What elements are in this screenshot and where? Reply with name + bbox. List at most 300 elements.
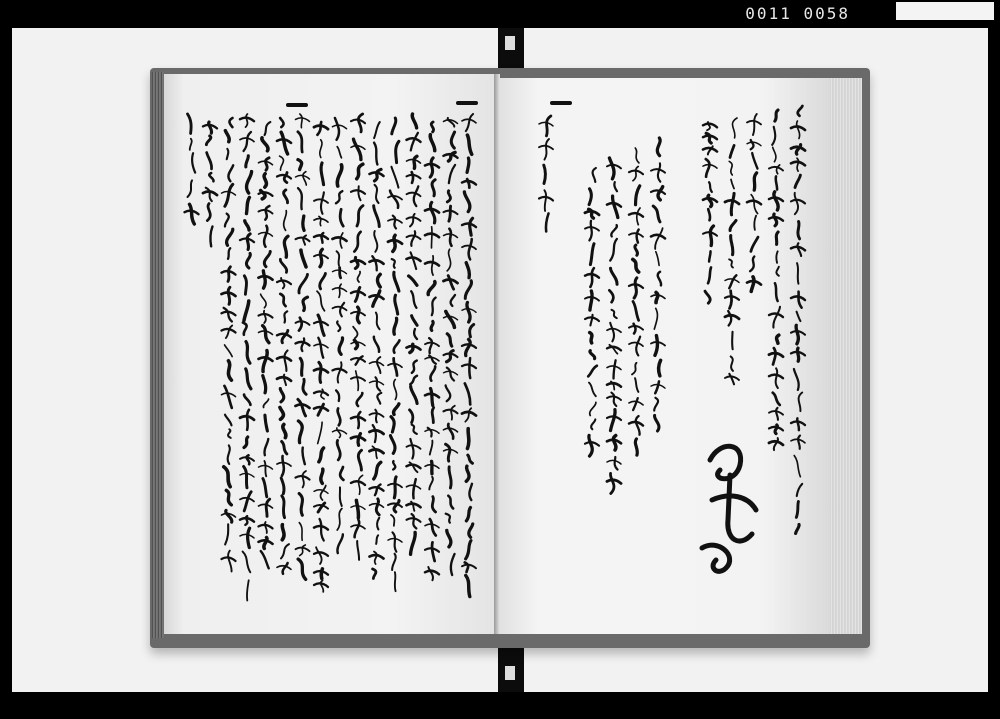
handwritten-column xyxy=(607,158,621,493)
brush-stroke xyxy=(451,132,454,148)
brush-stroke xyxy=(246,342,250,364)
brush-stroke xyxy=(752,153,757,169)
brush-stroke xyxy=(299,523,302,541)
brush-stroke xyxy=(448,496,453,509)
brush-stroke xyxy=(776,368,778,388)
brush-stroke xyxy=(797,348,798,361)
brush-stroke xyxy=(299,318,302,331)
brush-stroke xyxy=(376,535,378,544)
brush-stroke xyxy=(374,337,379,352)
brush-stroke xyxy=(610,323,614,342)
brush-stroke xyxy=(633,259,639,272)
brush-stroke xyxy=(394,272,399,291)
brush-stroke xyxy=(284,211,287,231)
brush-stroke xyxy=(320,249,322,266)
brush-stroke xyxy=(796,524,800,533)
brush-stroke xyxy=(298,399,306,416)
brush-stroke xyxy=(634,278,637,298)
brush-stroke xyxy=(303,216,304,230)
brush-stroke xyxy=(469,358,470,378)
brush-stroke xyxy=(303,297,308,310)
brush-stroke xyxy=(357,206,363,226)
brush-stroke xyxy=(375,377,380,391)
brush-stroke xyxy=(451,554,455,575)
brush-stroke xyxy=(298,188,302,209)
brush-stroke xyxy=(730,291,732,309)
brush-stroke xyxy=(449,206,451,221)
item-marker xyxy=(456,101,478,105)
book-spine xyxy=(494,74,500,634)
brush-stroke xyxy=(244,492,251,511)
brush-stroke xyxy=(411,252,417,269)
brush-stroke xyxy=(210,227,212,247)
brush-stroke xyxy=(391,417,394,432)
brush-stroke xyxy=(264,439,268,455)
brush-stroke xyxy=(731,179,734,188)
brush-stroke xyxy=(708,268,711,284)
brush-stroke xyxy=(751,140,754,149)
brush-stroke xyxy=(374,206,380,227)
brush-stroke xyxy=(298,559,306,579)
brush-stroke xyxy=(656,292,658,302)
brush-stroke xyxy=(654,398,658,411)
brush-stroke xyxy=(243,552,251,573)
brush-stroke xyxy=(244,395,250,405)
brush-stroke xyxy=(709,182,712,192)
brush-stroke xyxy=(447,368,454,381)
brush-stroke xyxy=(590,333,592,343)
brush-stroke xyxy=(206,136,210,145)
brush-stroke xyxy=(412,425,417,434)
brush-stroke xyxy=(320,519,324,541)
brush-stroke xyxy=(228,445,230,464)
brush-stroke xyxy=(636,337,640,356)
brush-stroke xyxy=(635,245,638,255)
brush-stroke xyxy=(728,311,731,325)
brush-stroke xyxy=(449,165,455,183)
brush-stroke xyxy=(637,208,640,225)
brush-stroke xyxy=(303,379,306,394)
brush-stroke xyxy=(412,114,416,128)
brush-stroke xyxy=(731,356,733,370)
brush-stroke xyxy=(546,116,550,136)
brush-stroke xyxy=(393,235,395,251)
brush-stroke xyxy=(228,361,231,380)
brush-stroke xyxy=(732,332,733,349)
brush-stroke xyxy=(589,221,591,241)
brush-stroke xyxy=(337,251,340,265)
brush-stroke xyxy=(394,477,396,498)
brush-stroke xyxy=(340,303,344,317)
brush-stroke xyxy=(590,402,596,415)
brush-stroke xyxy=(358,186,360,200)
brush-stroke xyxy=(409,276,417,285)
brush-stroke xyxy=(797,243,801,256)
handwritten-column xyxy=(259,122,273,568)
brush-stroke xyxy=(373,291,380,307)
brush-stroke xyxy=(446,514,450,523)
page-edges-right xyxy=(830,78,862,634)
brush-stroke xyxy=(265,122,271,135)
brush-stroke xyxy=(374,143,377,165)
brush-stroke xyxy=(355,520,360,538)
brush-stroke xyxy=(393,461,395,469)
brush-stroke xyxy=(447,530,451,546)
brush-stroke xyxy=(284,236,288,257)
brush-stroke xyxy=(447,191,450,202)
brush-stroke xyxy=(730,220,736,230)
brush-stroke xyxy=(356,500,358,517)
brush-stroke xyxy=(393,216,396,229)
brush-stroke xyxy=(337,534,342,553)
brush-stroke xyxy=(468,455,473,463)
brush-stroke xyxy=(337,440,340,460)
brush-stroke xyxy=(751,237,758,251)
brush-stroke xyxy=(655,415,659,431)
brush-stroke xyxy=(432,180,435,196)
brush-stroke xyxy=(280,407,284,419)
handwritten-column xyxy=(296,114,310,579)
brush-stroke xyxy=(298,421,302,443)
brush-stroke xyxy=(395,572,396,591)
brush-stroke xyxy=(710,226,713,245)
brush-stroke xyxy=(655,228,662,249)
brush-stroke xyxy=(611,410,616,431)
brush-stroke xyxy=(589,435,592,456)
brush-stroke xyxy=(469,524,473,537)
brush-stroke xyxy=(410,410,413,423)
brush-stroke xyxy=(225,184,233,206)
brush-stroke xyxy=(244,132,251,151)
brush-stroke xyxy=(374,462,381,479)
brush-stroke xyxy=(318,315,324,335)
brush-stroke xyxy=(636,186,640,205)
brush-stroke xyxy=(447,351,454,362)
brush-stroke xyxy=(244,301,249,320)
brush-stroke xyxy=(428,567,433,580)
brush-stroke xyxy=(432,298,436,316)
brush-stroke xyxy=(282,441,287,453)
brush-stroke xyxy=(593,168,596,182)
brush-stroke xyxy=(395,295,398,314)
brush-stroke xyxy=(773,147,776,161)
brush-stroke xyxy=(263,399,268,407)
brush-stroke xyxy=(753,114,757,135)
brush-stroke xyxy=(467,158,469,172)
brush-stroke xyxy=(799,393,803,412)
brush-stroke xyxy=(394,358,397,375)
brush-stroke xyxy=(589,383,596,397)
brush-stroke xyxy=(244,437,248,448)
brush-stroke xyxy=(430,519,436,535)
brush-stroke xyxy=(319,448,324,462)
brush-stroke xyxy=(264,226,267,247)
brush-stroke xyxy=(430,135,435,151)
brush-stroke xyxy=(358,412,360,428)
brush-stroke xyxy=(377,357,381,373)
brush-stroke xyxy=(261,551,269,568)
brush-stroke xyxy=(776,251,777,262)
brush-stroke xyxy=(357,541,359,560)
brush-stroke xyxy=(658,187,663,200)
brush-stroke xyxy=(244,466,247,487)
brush-stroke xyxy=(611,393,616,406)
brush-stroke xyxy=(280,118,283,127)
brush-stroke xyxy=(613,196,618,217)
item-marker xyxy=(286,103,308,107)
brush-stroke xyxy=(228,248,230,259)
brush-stroke xyxy=(283,563,288,574)
brush-stroke xyxy=(590,291,592,310)
brush-stroke xyxy=(394,500,399,512)
handwritten-column xyxy=(425,122,439,580)
brush-stroke xyxy=(775,110,778,121)
handwritten-column xyxy=(629,148,643,455)
brush-stroke xyxy=(414,156,417,168)
brush-stroke xyxy=(447,334,452,346)
brush-stroke xyxy=(228,551,231,572)
brush-stroke xyxy=(772,127,775,145)
handwritten-column xyxy=(277,118,291,574)
brush-stroke xyxy=(797,263,798,284)
brush-stroke xyxy=(465,281,471,299)
brush-stroke xyxy=(321,163,324,185)
brush-stroke xyxy=(248,528,250,547)
brush-stroke xyxy=(354,232,360,252)
brush-stroke xyxy=(263,376,266,393)
brush-stroke xyxy=(465,383,470,404)
brush-stroke xyxy=(247,172,252,193)
brush-stroke xyxy=(412,361,417,373)
brush-stroke xyxy=(394,318,397,334)
brush-stroke xyxy=(411,231,415,246)
brush-stroke xyxy=(729,161,732,175)
brush-stroke xyxy=(282,456,284,476)
brush-stroke xyxy=(446,385,451,401)
handwritten-column xyxy=(791,106,805,533)
brush-stroke xyxy=(337,321,340,331)
brush-stroke xyxy=(320,273,326,288)
handwriting-left xyxy=(164,74,494,634)
brush-stroke xyxy=(798,436,800,449)
brush-stroke xyxy=(796,502,798,518)
brush-stroke xyxy=(412,514,417,528)
brush-stroke xyxy=(467,429,468,449)
brush-stroke xyxy=(280,259,286,272)
brush-stroke xyxy=(298,132,302,152)
brush-stroke xyxy=(246,197,249,213)
brush-stroke xyxy=(391,167,398,188)
brush-stroke xyxy=(246,369,251,389)
brush-stroke xyxy=(773,393,780,405)
brush-stroke xyxy=(392,118,396,134)
handwritten-column xyxy=(240,114,254,601)
brush-stroke xyxy=(338,408,341,425)
brush-stroke xyxy=(633,398,638,410)
brush-stroke xyxy=(795,175,800,187)
brush-stroke xyxy=(705,291,710,303)
brush-stroke xyxy=(448,276,453,290)
brush-stroke xyxy=(338,362,342,382)
brush-stroke xyxy=(265,206,269,220)
brush-stroke xyxy=(246,156,249,167)
brush-stroke xyxy=(466,541,471,559)
brush-stroke xyxy=(245,221,249,230)
brush-stroke xyxy=(544,165,546,183)
brush-stroke xyxy=(339,284,341,297)
brush-stroke xyxy=(632,363,636,375)
brush-stroke xyxy=(353,139,360,159)
brush-stroke xyxy=(303,172,306,185)
handwritten-column xyxy=(203,122,217,246)
brush-stroke xyxy=(431,122,433,132)
brush-stroke xyxy=(246,253,250,268)
brush-stroke xyxy=(751,195,757,214)
brush-stroke xyxy=(280,294,285,306)
brush-stroke xyxy=(729,275,736,288)
brush-stroke xyxy=(228,429,231,438)
brush-stroke xyxy=(321,580,324,592)
brush-stroke xyxy=(611,268,618,284)
brush-stroke xyxy=(358,434,360,446)
brush-stroke xyxy=(431,227,432,248)
brush-stroke xyxy=(469,484,472,500)
brush-stroke xyxy=(302,448,304,465)
brush-stroke xyxy=(283,424,286,437)
brush-stroke xyxy=(750,257,754,272)
brush-stroke xyxy=(635,439,637,455)
handwritten-column xyxy=(185,114,199,224)
brush-stroke xyxy=(244,276,246,294)
brush-stroke xyxy=(544,139,549,160)
brush-stroke xyxy=(706,159,710,177)
brush-stroke xyxy=(303,471,306,487)
brush-stroke xyxy=(321,469,323,483)
brush-stroke xyxy=(263,271,265,288)
brush-stroke xyxy=(429,338,432,353)
brush-stroke xyxy=(264,311,266,323)
brush-stroke xyxy=(284,311,287,322)
brush-stroke xyxy=(611,225,617,236)
item-marker xyxy=(550,101,572,105)
brush-stroke xyxy=(751,277,754,292)
brush-stroke xyxy=(243,323,247,335)
kao-signature-seal xyxy=(690,430,770,580)
brush-stroke xyxy=(610,239,617,261)
brush-stroke xyxy=(192,153,195,172)
brush-stroke xyxy=(612,310,617,318)
brush-stroke xyxy=(263,326,269,343)
brush-stroke xyxy=(377,518,379,530)
brush-stroke xyxy=(795,193,798,214)
brush-stroke xyxy=(610,473,614,493)
brush-stroke xyxy=(466,466,469,481)
brush-stroke xyxy=(247,580,249,600)
brush-stroke xyxy=(590,244,594,265)
brush-stroke xyxy=(447,249,450,271)
brush-stroke xyxy=(448,424,453,439)
brush-stroke xyxy=(412,172,413,183)
brush-stroke xyxy=(209,122,212,133)
brush-stroke xyxy=(299,274,308,292)
brush-stroke xyxy=(544,190,546,211)
brush-stroke xyxy=(321,192,324,214)
brush-stroke xyxy=(339,338,342,354)
brush-stroke xyxy=(207,204,210,221)
brush-stroke xyxy=(410,376,417,385)
brush-stroke xyxy=(430,366,435,380)
brush-stroke xyxy=(615,457,618,470)
brush-stroke xyxy=(188,114,192,133)
brush-stroke xyxy=(358,114,362,132)
brush-stroke xyxy=(340,233,343,248)
brush-stroke xyxy=(337,165,342,186)
brush-stroke xyxy=(282,496,285,518)
brush-stroke xyxy=(229,118,232,127)
brush-stroke xyxy=(372,256,376,270)
brush-stroke xyxy=(754,173,756,190)
brush-stroke xyxy=(316,547,322,564)
brush-stroke xyxy=(281,132,287,154)
brush-stroke xyxy=(430,202,434,223)
brush-stroke xyxy=(355,287,360,301)
brush-stroke xyxy=(394,340,400,352)
brush-stroke xyxy=(301,338,304,351)
brush-stroke xyxy=(654,308,657,329)
brush-stroke xyxy=(266,158,270,170)
brush-stroke xyxy=(264,252,270,267)
brush-stroke xyxy=(588,366,597,377)
brush-stroke xyxy=(357,164,363,179)
brush-stroke xyxy=(469,239,472,259)
brush-stroke xyxy=(775,283,778,301)
handwritten-column xyxy=(444,118,458,575)
brush-stroke xyxy=(226,490,231,505)
page-edges-left xyxy=(152,72,164,638)
brush-stroke xyxy=(225,524,228,544)
brush-stroke xyxy=(589,189,591,205)
handwriting-right xyxy=(498,78,830,634)
brush-stroke xyxy=(225,415,232,426)
brush-stroke xyxy=(613,436,616,450)
manuscript-page-right xyxy=(498,78,830,634)
brush-stroke xyxy=(298,160,302,170)
handwritten-column xyxy=(747,114,761,291)
brush-stroke xyxy=(773,307,780,328)
brush-stroke xyxy=(754,216,756,230)
brush-stroke xyxy=(410,439,413,459)
brush-stroke xyxy=(466,508,470,521)
brush-stroke xyxy=(432,542,435,561)
brush-stroke xyxy=(340,209,343,226)
brush-stroke xyxy=(777,335,779,343)
brush-stroke xyxy=(189,204,194,224)
counter-label-block xyxy=(896,2,994,20)
handwritten-column xyxy=(407,114,421,554)
brush-stroke xyxy=(376,313,380,330)
brush-stroke xyxy=(411,532,416,554)
brush-stroke xyxy=(224,308,232,322)
brush-stroke xyxy=(432,408,433,423)
brush-stroke xyxy=(655,381,659,393)
brush-stroke xyxy=(590,268,593,287)
brush-stroke xyxy=(227,229,233,245)
brush-stroke xyxy=(466,575,470,596)
brush-stroke xyxy=(776,232,778,244)
brush-stroke xyxy=(731,193,734,214)
brush-stroke xyxy=(374,231,377,252)
brush-stroke xyxy=(281,544,289,558)
